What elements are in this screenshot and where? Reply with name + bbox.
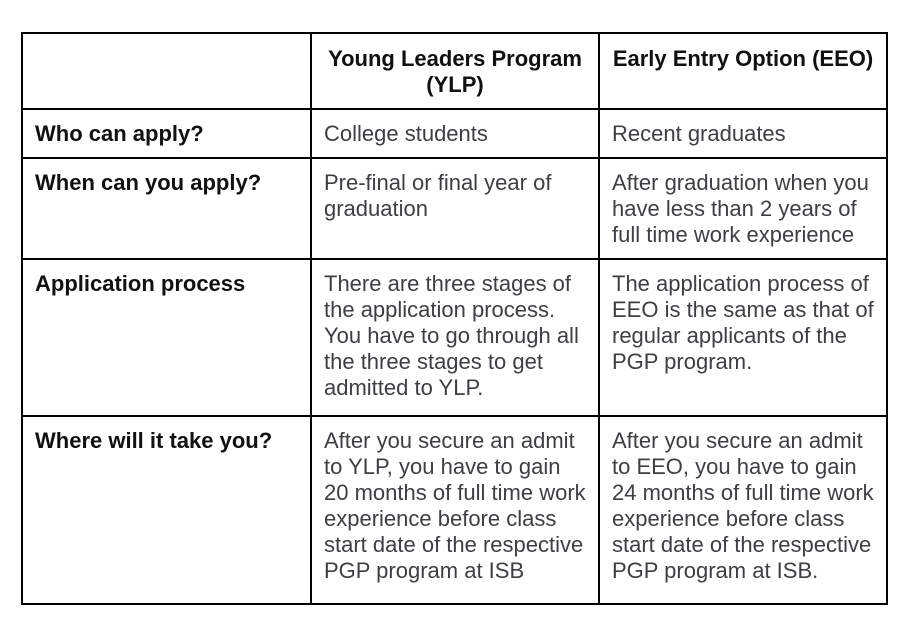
cell-when-ylp: Pre-final or final year of graduation <box>311 158 599 259</box>
header-row <box>22 33 887 109</box>
header-cell-eeo: Early Entry Option (EEO) <box>599 33 887 109</box>
table-row-when-can-you-apply <box>22 158 887 259</box>
program-comparison-table <box>21 32 888 605</box>
table-row-application-process <box>22 259 887 416</box>
row-label-when-can-you-apply: When can you apply? <box>22 158 311 259</box>
row-label-application-process: Application process <box>22 259 311 416</box>
cell-who-ylp: College students <box>311 109 599 158</box>
cell-who-eeo: Recent graduates <box>599 109 887 158</box>
cell-where-ylp: After you secure an admit to YLP, you have to gain 20 months of full time work experience before class start date of the respective PGP program at ISB <box>311 416 599 604</box>
cell-process-ylp: There are three stages of the application process. You have to go through all the three stages to get admitted to YLP. <box>311 259 599 416</box>
table-row-who-can-apply <box>22 109 887 158</box>
cell-when-eeo: After graduation when you have less than 2 years of full time work experience <box>599 158 887 259</box>
cell-where-eeo: After you secure an admit to EEO, you have to gain 24 months of full time work experience before class start date of the respective PGP program at ISB. <box>599 416 887 604</box>
row-label-who-can-apply: Who can apply? <box>22 109 311 158</box>
header-cell-empty <box>22 33 311 109</box>
cell-process-eeo: The application process of EEO is the same as that of regular applicants of the PGP program. <box>599 259 887 416</box>
row-label-where-will-it-take-you: Where will it take you? <box>22 416 311 604</box>
table-row-where-will-it-take-you <box>22 416 887 604</box>
header-cell-ylp: Young Leaders Program (YLP) <box>311 33 599 109</box>
